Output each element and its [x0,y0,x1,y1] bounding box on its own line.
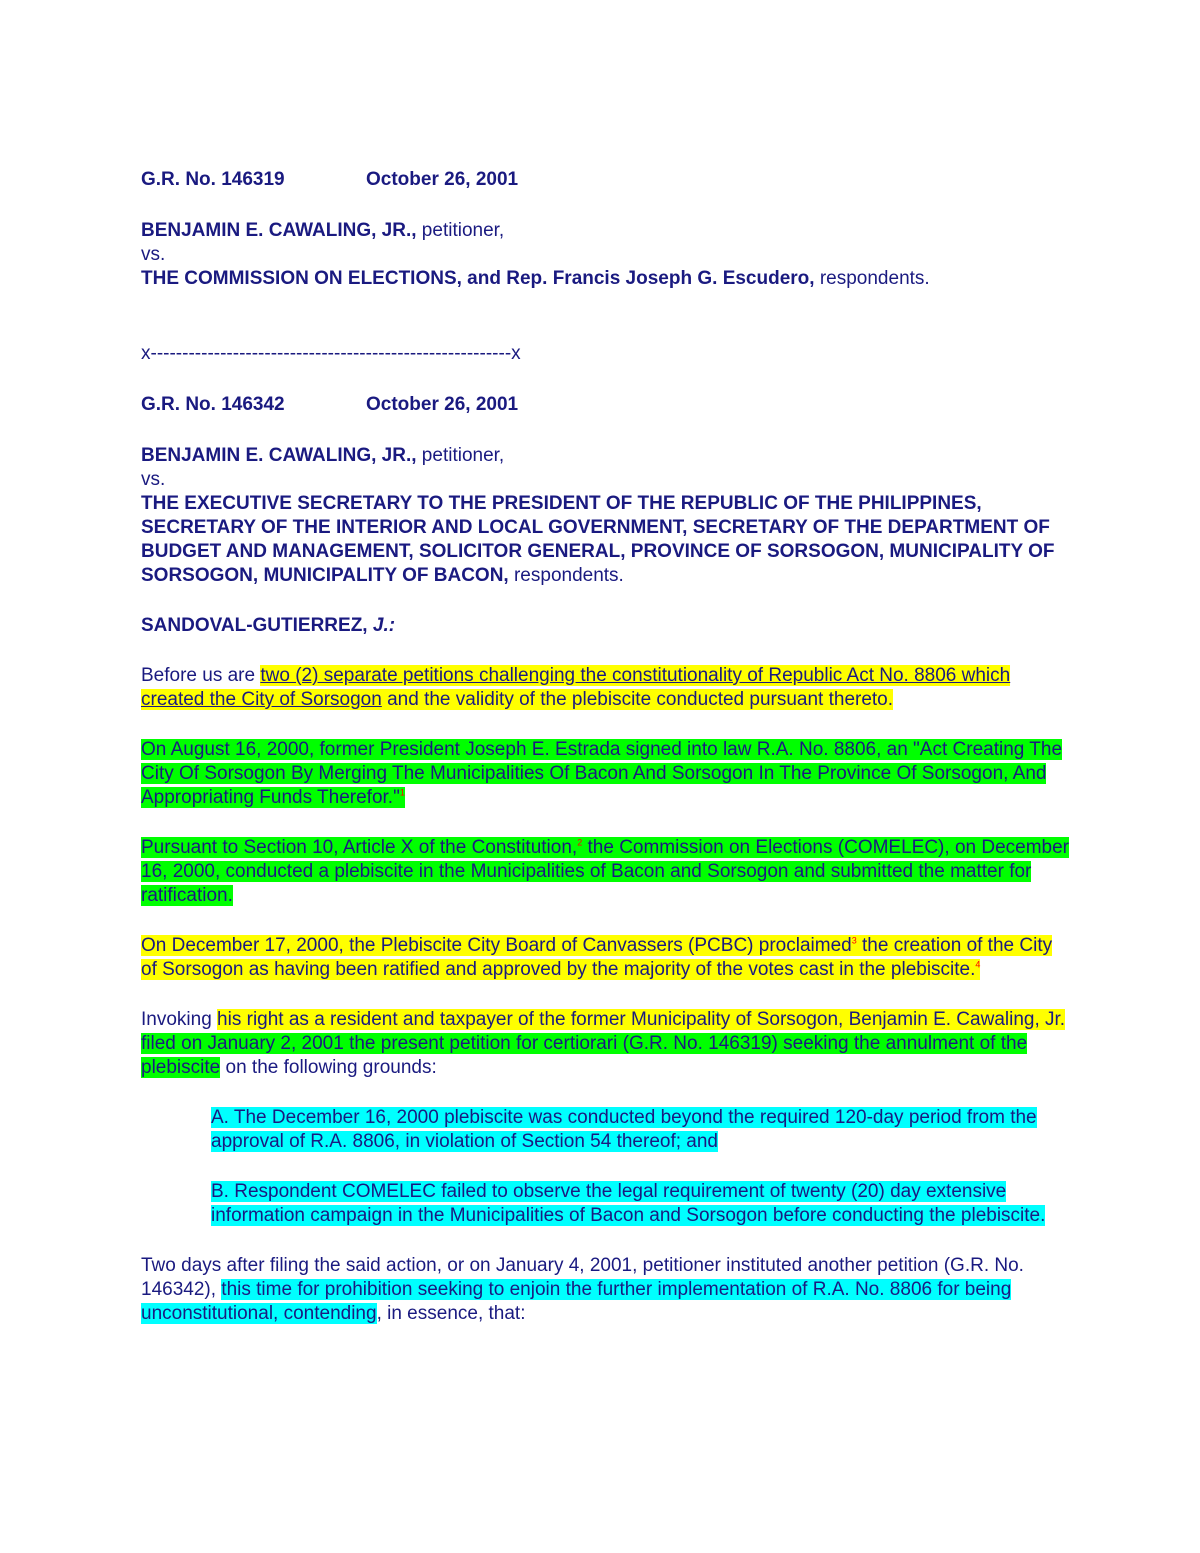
p2-text: On August 16, 2000, former President Joseph E. Estrada signed into law R.A. No. 8806, an "Act Creating The City Of Sorsogon By Merging The Municipalities Of Bacon And Sorsogon In The Province Of Sorsogon, And Appropriating Funds Therefor." [141,739,1063,808]
paragraph-6 [141,1254,1071,1326]
footnote-1[interactable]: 1 [399,787,405,798]
ground-b [211,1180,1071,1228]
case1-petitioner-role: petitioner, [416,220,505,241]
p5-highlight-yellow: his right as a resident and taxpayer of the former Municipality of Sorsogon, Benjamin E. Cawaling, Jr. [217,1009,1066,1030]
paragraph-2 [141,738,1071,810]
p5-rest: on the following grounds: [220,1057,437,1078]
case1-gr-number: G.R. No. 146319 [141,169,285,190]
case2-vs: vs. [141,469,166,490]
paragraph-5 [141,1008,1071,1080]
p1-highlight: two (2) separate petitions challenging the constitutionality of Republic Act No. 8806 which created the City of Sorsogon [141,665,1011,710]
case1-date: October 26, 2001 [366,169,519,190]
case1-petitioner-name: BENJAMIN E. CAWALING, JR., [141,220,417,241]
p3-part-b: the Commission on Elections (COMELEC), on December 16, 2000, conducted a plebiscite in the Municipalities of Bacon and Sorsogon and submitted the matter for ratification. [141,837,1070,906]
case2-parties [141,444,1071,468]
p3-part-a: Pursuant to Section 10, Article X of the Constitution, [141,837,578,858]
footnote-4[interactable]: 4 [975,959,981,970]
case2-respondents [141,492,1071,588]
case1-respondents-role: respondents. [814,268,930,289]
footnote-2[interactable]: 2 [577,837,583,848]
case2-petitioner-name: BENJAMIN E. CAWALING, JR., [141,445,417,466]
case1-parties [141,219,1071,243]
p6-highlight: this time for prohibition seeking to enjoin the further implementation of R.A. No. 8806 for being unconstitutional, contending [141,1279,1012,1324]
p4-part-b: the creation of the City of Sorsogon as having been ratified and approved by the majority of the votes cast in the plebiscite. [141,935,1053,980]
case1-respondents-names: THE COMMISSION ON ELECTIONS, and Rep. Francis Joseph G. Escudero, [141,268,815,289]
case2-date: October 26, 2001 [366,394,519,415]
footnote-3[interactable]: 3 [851,935,857,946]
ground-a [211,1106,1071,1154]
p4-part-a: On December 17, 2000, the Plebiscite City Board of Canvassers (PCBC) proclaimed [141,935,852,956]
ponente [141,614,1071,638]
ponente-name: SANDOVAL-GUTIERREZ, [141,615,368,636]
p6-lead: Two days after filing the said action, or on January 4, 2001, petitioner instituted another petition (G.R. No. 146342), [141,1255,1024,1300]
p6-rest: , in essence, that: [376,1303,526,1324]
p5-highlight-green: filed on January 2, 2001 the present petition for certiorari (G.R. No. 146319) seeking the annulment of the plebiscite [141,1033,1028,1078]
p1-lead: Before us are [141,665,261,686]
case2-header [141,393,1071,417]
separator: x---------------------------------------------------------x [141,343,521,364]
paragraph-3 [141,836,1071,908]
case2-respondents-names: THE EXECUTIVE SECRETARY TO THE PRESIDENT OF THE REPUBLIC OF THE PHILIPPINES, SECRETARY OF THE INTERIOR AND LOCAL GOVERNMENT, SECRETARY OF THE DEPARTMENT OF BUDGET AND MANAGEMENT, SOLICITOR GENERAL, PROVINCE OF SORSOGON, MUNICIPALITY OF SORSOGON, MUNICIPALITY OF BACON, [141,493,1055,586]
case2-gr-number: G.R. No. 146342 [141,394,285,415]
paragraph-4 [141,934,1071,982]
case1-header [141,168,1071,192]
paragraph-1 [141,664,1071,712]
case2-petitioner-role: petitioner, [416,445,505,466]
ponente-suffix: J.: [367,615,396,636]
case1-respondents [141,267,1071,291]
p5-lead: Invoking [141,1009,218,1030]
p1-rest: and the validity of the plebiscite conducted pursuant thereto. [381,689,894,710]
document-body [141,168,1071,1326]
case1-vs: vs. [141,244,166,265]
ground-b-text: B. Respondent COMELEC failed to observe the legal requirement of twenty (20) day extensive information campaign in the Municipalities of Bacon and Sorsogon before conducting the plebiscite. [211,1181,1046,1226]
case2-respondents-role: respondents. [508,565,624,586]
ground-a-text: A. The December 16, 2000 plebiscite was conducted beyond the required 120-day period from the approval of R.A. 8806, in violation of Section 54 thereof; and [211,1107,1037,1152]
